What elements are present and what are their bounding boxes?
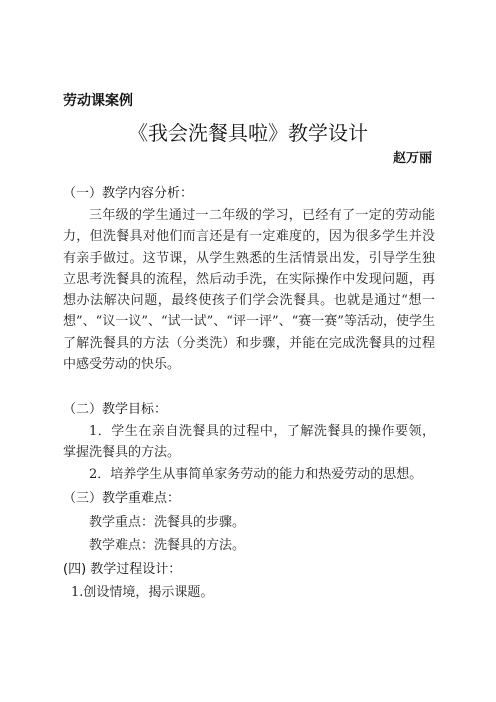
content-analysis-paragraph: 三年级的学生通过一二年级的学习，已经有了一定的劳动能力，但洗餐具对他们而言还是有一定难度的，因为很多学生并没有亲手做过。这节课，从学生熟悉的生活情景出发，引导学生独立思考洗餐具的流程，然后动手洗，在实际操作中发现问题，再想办法解决问题，最终使孩子们学会洗餐具。也就是通过“想一想”、“议一议”、“试一试”、“评一评”、“赛一赛”等活动，使学生了解洗餐具的方法（分类洗）和步骤，并能在完成洗餐具的过程中感受劳动的快乐。 [63, 208, 435, 373]
section-heading-content-analysis: （一）教学内容分析： [63, 186, 194, 201]
document-title: 《我会洗餐具啦》教学设计 [128, 121, 368, 145]
document-author: 赵万丽 [392, 151, 432, 166]
objective-item-1: 1．学生在亲自洗餐具的过程中，了解洗餐具的操作要领，掌握洗餐具的方法。 [63, 424, 435, 461]
section-heading-process: (四) 教学过程设计： [63, 562, 182, 577]
process-step-1: 1.创设情境，揭示课题。 [71, 585, 214, 600]
section-heading-objectives: （二）教学目标： [63, 402, 168, 417]
document-category: 劳动课案例 [63, 93, 133, 109]
objective-item-2: 2．培养学生从事简单家务劳动的能力和热爱劳动的思想。 [89, 467, 423, 482]
key-point-item: 教学重点：洗餐具的步骤。 [89, 515, 246, 530]
difficulty-item: 教学难点：洗餐具的方法。 [89, 538, 246, 553]
section-heading-key-points: （三）教学重难点： [63, 491, 181, 506]
